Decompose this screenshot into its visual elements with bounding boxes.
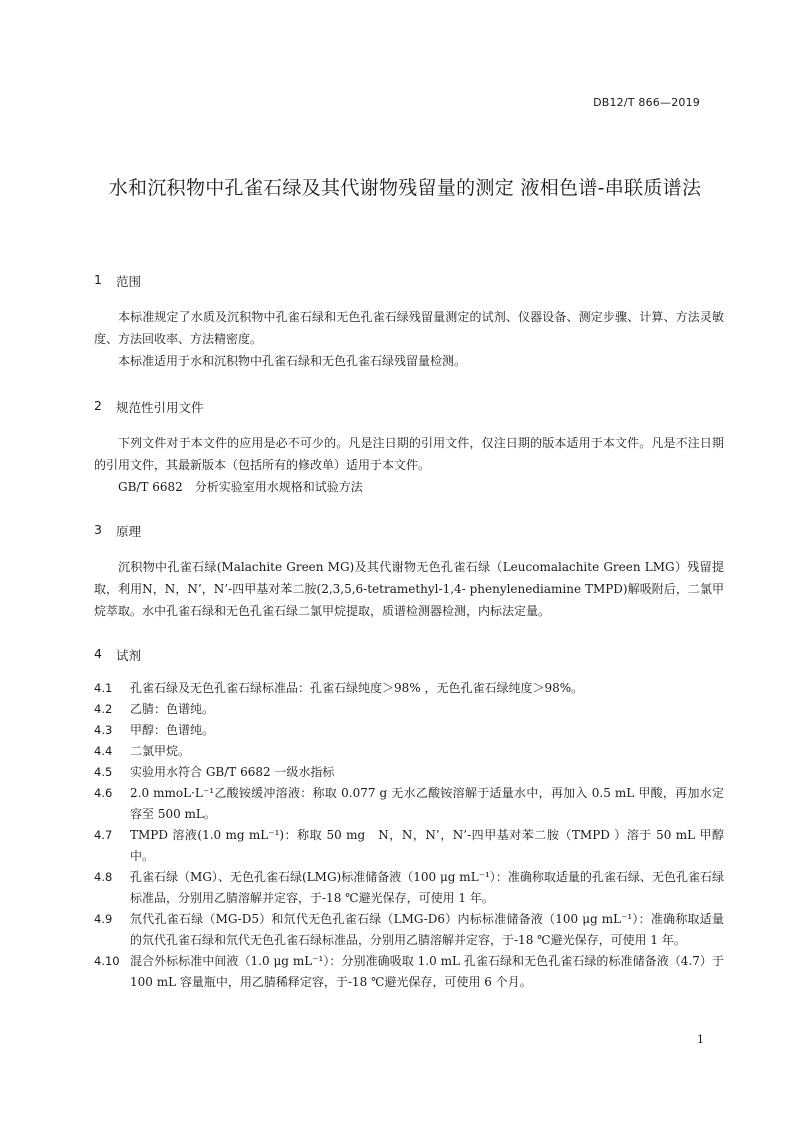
list-item xyxy=(94,699,724,720)
item-text: 孔雀石绿（MG）、无色孔雀石绿(LMG)标准储备液（100 μg mL⁻¹）：准确称取适量的孔雀石绿、无色孔雀石绿标准品，分别用乙腈溶解并定容，于-18 ℃避光保存，可使用 1 年。 xyxy=(130,870,724,905)
section-heading xyxy=(94,398,724,416)
document-number: DB12/T 866—2019 xyxy=(593,96,700,109)
list-item xyxy=(94,741,724,762)
section-title: 原理 xyxy=(115,524,141,539)
section-scope xyxy=(94,272,724,372)
item-text: 二氯甲烷。 xyxy=(130,744,191,758)
reagent-list xyxy=(94,678,724,993)
page-number: 1 xyxy=(697,1033,704,1046)
item-text: TMPD 溶液(1.0 mg mL⁻¹)：称取 50 mg N，N，N’，N’-四甲基对苯二胺（TMPD ）溶于 50 mL 甲醇中。 xyxy=(130,828,724,863)
item-number: 4.7 xyxy=(94,828,113,842)
section-reagents xyxy=(94,646,724,993)
item-text: 2.0 mmoL·L⁻¹乙酸铵缓冲溶液：称取 0.077 g 无水乙酸铵溶解于适量水中，再加入 0.5 mL 甲酸，再加水定容至 500 mL。 xyxy=(130,786,724,821)
item-number: 4.9 xyxy=(94,912,113,926)
section-number: 4 xyxy=(94,646,102,661)
section-title: 范围 xyxy=(115,274,141,289)
section-title: 试剂 xyxy=(115,648,141,663)
section-principle xyxy=(94,522,724,622)
list-item xyxy=(94,783,724,825)
section-number: 3 xyxy=(94,522,102,537)
item-number: 4.6 xyxy=(94,786,113,800)
paragraph: 下列文件对于本文件的应用是必不可少的。凡是注日期的引用文件，仅注日期的版本适用于本文件。凡是不注日期的引用文件，其最新版本（包括所有的修改单）适用于本文件。 xyxy=(94,436,724,472)
item-text: 孔雀石绿及无色孔雀石绿标准品：孔雀石绿纯度＞98% ，无色孔雀石绿纯度＞98%。 xyxy=(130,681,584,695)
section-heading xyxy=(94,522,724,540)
item-text: 甲醇：色谱纯。 xyxy=(130,723,215,737)
item-text: 实验用水符合 GB/T 6682 一级水指标 xyxy=(130,765,335,779)
list-item xyxy=(94,825,724,867)
section-heading xyxy=(94,272,724,290)
item-text: 氘代孔雀石绿（MG-D5）和氘代无色孔雀石绿（LMG-D6）内标标准储备液（100 μg mL⁻¹）：准确称取适量的氘代孔雀石绿和氘代无色孔雀石绿标准品，分别用乙腈溶解并定容，于-18 ℃避光保存，可使用 1 年。 xyxy=(130,912,724,947)
paragraph: 本标准规定了水质及沉积物中孔雀石绿和无色孔雀石绿残留量测定的试剂、仪器设备、测定步骤、计算、方法灵敏度、方法回收率、方法精密度。 xyxy=(94,310,724,346)
paragraph: 本标准适用于水和沉积物中孔雀石绿和无色孔雀石绿残留量检测。 xyxy=(118,354,467,368)
reference-entry: GB/T 6682 分析实验室用水规格和试验方法 xyxy=(118,480,363,494)
item-number: 4.2 xyxy=(94,702,113,716)
paragraph: 沉积物中孔雀石绿(Malachite Green MG)及其代谢物无色孔雀石绿（Leucomalachite Green LMG）残留提取，利用N，N，N’，N’-四甲基对苯二胺(2,3,5,6-tetramethyl-1,4- phenylenediamine TMPD)解吸附后，二氯甲烷萃取。水中孔雀石绿和无色孔雀石绿二氯甲烷提取，质谱检测器检测，内标法定量。 xyxy=(94,560,724,618)
list-item xyxy=(94,762,724,783)
item-text: 乙腈：色谱纯。 xyxy=(130,702,215,716)
item-number: 4.1 xyxy=(94,681,113,695)
list-item xyxy=(94,909,724,951)
section-number: 1 xyxy=(94,272,102,287)
item-number: 4.4 xyxy=(94,744,113,758)
list-item xyxy=(94,867,724,909)
section-heading xyxy=(94,646,724,664)
document-title: 水和沉积物中孔雀石绿及其代谢物残留量的测定 液相色谱-串联质谱法 xyxy=(108,177,702,199)
section-title: 规范性引用文件 xyxy=(115,400,204,415)
item-number: 4.10 xyxy=(94,954,120,968)
list-item xyxy=(94,720,724,741)
list-item xyxy=(94,951,724,993)
item-text: 混合外标标准中间液（1.0 μg mL⁻¹）：分别准确吸取 1.0 mL 孔雀石绿和无色孔雀石绿的标准储备液（4.7）于 100 mL 容量瓶中，用乙腈稀释定容，于-18 ℃避光保存，可使用 6 个月。 xyxy=(130,954,724,989)
item-number: 4.3 xyxy=(94,723,113,737)
list-item xyxy=(94,678,724,699)
item-number: 4.5 xyxy=(94,765,113,779)
item-number: 4.8 xyxy=(94,870,113,884)
section-number: 2 xyxy=(94,398,102,413)
section-normative-references xyxy=(94,398,724,498)
